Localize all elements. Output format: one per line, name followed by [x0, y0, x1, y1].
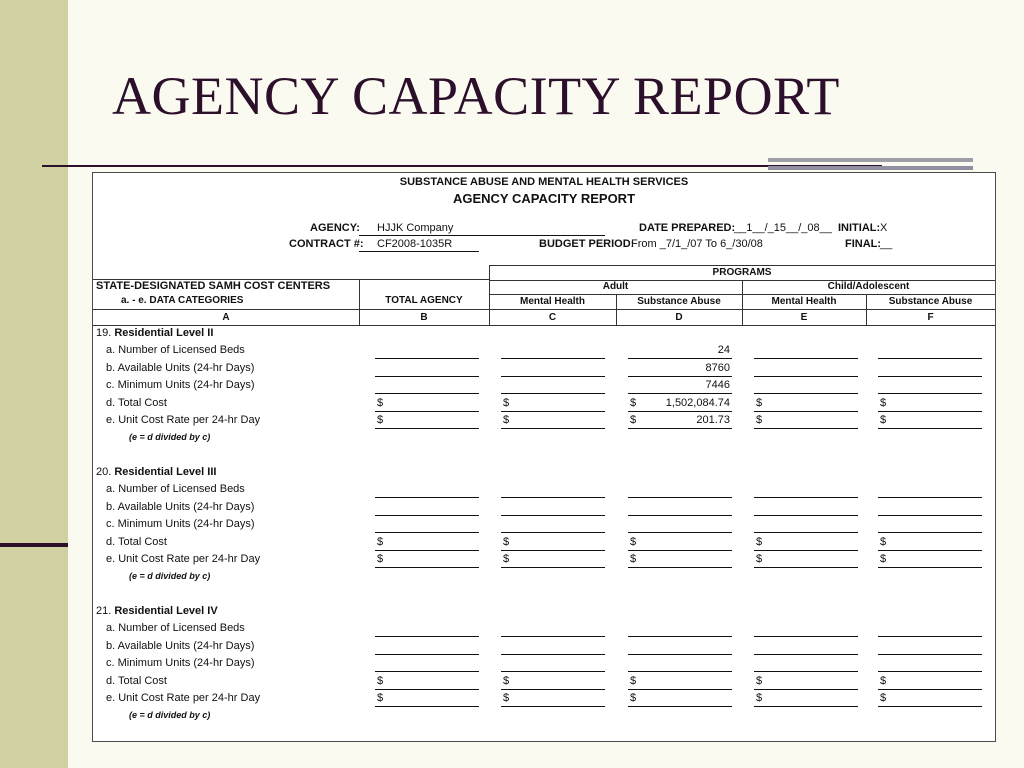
row-label: c. Minimum Units (24-hr Days): [106, 379, 255, 391]
data-cell: [754, 344, 858, 359]
section-name: Residential Level IV: [114, 605, 218, 617]
data-cell: [878, 518, 982, 533]
row-label: e. Unit Cost Rate per 24-hr Day: [106, 692, 261, 704]
data-cell: [375, 640, 479, 655]
cell-value: 201.73: [696, 414, 730, 426]
data-cell: [754, 622, 858, 637]
dollar-sign: $: [503, 692, 510, 704]
dollar-sign: $: [503, 535, 510, 548]
formula-note: (e = d divided by c): [129, 431, 211, 442]
budget-period-label: BUDGET PERIOD:: [539, 238, 635, 250]
final-value: __: [880, 238, 893, 250]
row-label: b. Available Units (24-hr Days): [106, 361, 255, 374]
contract-value: CF2008-1035R: [377, 238, 453, 250]
section-number: 21.: [96, 605, 115, 617]
row-label: c. Minimum Units (24-hr Days): [106, 657, 255, 669]
data-cell: [878, 692, 982, 707]
form-header-title: AGENCY CAPACITY REPORT: [452, 191, 636, 206]
dollar-sign: $: [630, 414, 637, 426]
dollar-sign: $: [880, 674, 887, 687]
agency-underline: [359, 235, 605, 236]
data-cell: [501, 414, 605, 429]
data-cell: [754, 675, 858, 690]
column-letter-a: A: [222, 312, 230, 323]
data-cell: [375, 344, 479, 359]
data-cell: [754, 483, 858, 498]
row-label: e. Unit Cost Rate per 24-hr Day: [106, 414, 261, 426]
column-letter-c: C: [548, 312, 557, 323]
data-cell: [878, 483, 982, 498]
data-cell: [501, 622, 605, 637]
data-cell: [375, 657, 479, 672]
dollar-sign: $: [377, 674, 384, 687]
data-cell: [501, 362, 605, 377]
data-cell: [878, 640, 982, 655]
data-cell: [878, 397, 982, 412]
dollar-sign: $: [630, 553, 637, 565]
dollar-sign: $: [503, 414, 510, 426]
data-cell: [628, 675, 732, 690]
adult-substance-abuse-header: Substance Abuse: [637, 296, 721, 307]
data-cell: [501, 657, 605, 672]
section-title: [96, 605, 218, 617]
dollar-sign: $: [756, 692, 763, 704]
side-accent-line: [0, 543, 68, 547]
contract-label: CONTRACT #:: [289, 238, 364, 250]
section-title: [96, 466, 216, 478]
data-cell: [501, 397, 605, 412]
section-number: 20.: [96, 466, 115, 478]
dollar-sign: $: [756, 553, 763, 565]
capacity-report-form: [92, 172, 996, 742]
row-label: b. Available Units (24-hr Days): [106, 639, 255, 652]
date-prepared-value: __1__/_15__/_08__: [734, 222, 832, 234]
data-cell: [754, 518, 858, 533]
column-letter-d: D: [675, 312, 683, 323]
data-cell: [501, 675, 605, 690]
dollar-sign: $: [377, 414, 384, 426]
child-mental-health-header: Mental Health: [771, 296, 837, 307]
data-cell: [628, 344, 732, 359]
dollar-sign: $: [630, 692, 637, 704]
agency-label: AGENCY:: [310, 222, 360, 234]
data-cell: [628, 622, 732, 637]
formula-note: (e = d divided by c): [129, 570, 211, 581]
initial-label: INITIAL:: [838, 222, 881, 234]
dollar-sign: $: [756, 535, 763, 548]
agency-value: HJJK Company: [377, 222, 454, 234]
dollar-sign: $: [503, 553, 510, 565]
title-accent-bar: [768, 158, 973, 162]
data-cell: [375, 501, 479, 516]
data-cell: [878, 414, 982, 429]
data-cell: [628, 397, 732, 412]
child-substance-abuse-header: Substance Abuse: [888, 296, 973, 307]
dollar-sign: $: [377, 535, 384, 548]
dollar-sign: $: [880, 396, 887, 409]
cost-centers-header: STATE-DESIGNATED SAMH COST CENTERS: [96, 280, 331, 292]
data-cell: [628, 657, 732, 672]
row-label: d. Total Cost: [106, 674, 167, 687]
section-title: [96, 327, 213, 339]
data-cell: [628, 518, 732, 533]
initial-value: X: [880, 222, 888, 234]
data-cell: [878, 379, 982, 394]
budget-period-value: From _7/1_/07 To 6_/30/08: [631, 238, 763, 250]
dollar-sign: $: [503, 396, 510, 409]
data-cell: [878, 362, 982, 377]
cell-value: 7446: [705, 379, 730, 391]
data-cell: [754, 379, 858, 394]
data-cell: [501, 501, 605, 516]
data-cell: [754, 640, 858, 655]
cell-value: 8760: [705, 361, 730, 374]
column-letter-f: F: [927, 312, 934, 323]
data-cell: [375, 622, 479, 637]
dollar-sign: $: [630, 535, 637, 548]
final-label: FINAL:: [845, 238, 882, 250]
row-label: b. Available Units (24-hr Days): [106, 500, 255, 513]
data-categories-header: a. - e. DATA CATEGORIES: [121, 295, 244, 306]
data-cell: [375, 414, 479, 429]
dollar-sign: $: [756, 414, 763, 426]
programs-header: PROGRAMS: [712, 267, 772, 278]
dollar-sign: $: [377, 553, 384, 565]
date-prepared-label: DATE PREPARED:: [639, 222, 736, 234]
dollar-sign: $: [630, 396, 637, 409]
data-cell: [375, 692, 479, 707]
form-header-agency-name: SUBSTANCE ABUSE AND MENTAL HEALTH SERVICES: [399, 176, 689, 188]
section-name: Residential Level III: [114, 466, 217, 478]
dollar-sign: $: [756, 674, 763, 687]
title-rule: [42, 165, 882, 167]
data-cell: [628, 640, 732, 655]
dollar-sign: $: [377, 396, 384, 409]
row-label: d. Total Cost: [106, 535, 167, 548]
data-cell: [878, 675, 982, 690]
dollar-sign: $: [756, 396, 763, 409]
data-cell: [628, 692, 732, 707]
row-label: a. Number of Licensed Beds: [106, 622, 245, 634]
data-cell: [501, 553, 605, 568]
row-label: d. Total Cost: [106, 396, 167, 409]
data-cell: [878, 536, 982, 551]
data-cell: [375, 518, 479, 533]
slide-title: AGENCY CAPACITY REPORT: [112, 66, 840, 126]
row-label: e. Unit Cost Rate per 24-hr Day: [106, 553, 261, 565]
adult-mental-health-header: Mental Health: [519, 296, 585, 307]
data-cell: [628, 362, 732, 377]
data-cell: [375, 675, 479, 690]
data-cell: [501, 692, 605, 707]
side-band: [0, 0, 68, 768]
data-cell: [628, 501, 732, 516]
dollar-sign: $: [503, 674, 510, 687]
row-label: c. Minimum Units (24-hr Days): [106, 518, 255, 530]
data-cell: [628, 483, 732, 498]
column-letter-b: B: [420, 312, 428, 323]
data-cell: [754, 397, 858, 412]
cell-value: 24: [717, 344, 730, 356]
grid-line: [489, 265, 995, 266]
data-cell: [628, 553, 732, 568]
dollar-sign: $: [880, 535, 887, 548]
section-number: 19.: [96, 327, 115, 339]
adult-header: Adult: [602, 281, 629, 292]
data-cell: [501, 379, 605, 394]
data-cell: [754, 414, 858, 429]
data-cell: [375, 553, 479, 568]
data-cell: [754, 536, 858, 551]
title-accent-bar: [768, 166, 973, 170]
data-cell: [878, 622, 982, 637]
data-cell: [754, 692, 858, 707]
dollar-sign: $: [880, 414, 887, 426]
grid-line: [93, 309, 995, 310]
dollar-sign: $: [630, 674, 637, 687]
dollar-sign: $: [880, 692, 887, 704]
data-cell: [754, 501, 858, 516]
total-agency-header: TOTAL AGENCY: [385, 295, 463, 306]
data-cell: [375, 536, 479, 551]
data-cell: [878, 501, 982, 516]
data-cell: [878, 657, 982, 672]
contract-underline: [359, 251, 479, 252]
row-label: a. Number of Licensed Beds: [106, 483, 245, 495]
data-cell: [628, 536, 732, 551]
section-name: Residential Level II: [114, 327, 214, 339]
data-cell: [375, 362, 479, 377]
data-cell: [375, 379, 479, 394]
data-cell: [754, 657, 858, 672]
data-cell: [501, 483, 605, 498]
cell-value: 1,502,084.74: [665, 396, 730, 409]
data-cell: [501, 344, 605, 359]
column-letter-e: E: [800, 312, 808, 323]
data-cell: [375, 483, 479, 498]
data-cell: [878, 344, 982, 359]
data-cell: [754, 553, 858, 568]
data-cell: [501, 640, 605, 655]
data-cell: [375, 397, 479, 412]
data-cell: [754, 362, 858, 377]
data-cell: [501, 518, 605, 533]
formula-note: (e = d divided by c): [129, 709, 211, 720]
grid-line: [93, 325, 995, 326]
data-cell: [501, 536, 605, 551]
data-cell: [878, 553, 982, 568]
dollar-sign: $: [880, 553, 887, 565]
data-cell: [628, 414, 732, 429]
child-adolescent-header: Child/Adolescent: [827, 281, 910, 292]
dollar-sign: $: [377, 692, 384, 704]
data-cell: [628, 379, 732, 394]
row-label: a. Number of Licensed Beds: [106, 344, 245, 356]
